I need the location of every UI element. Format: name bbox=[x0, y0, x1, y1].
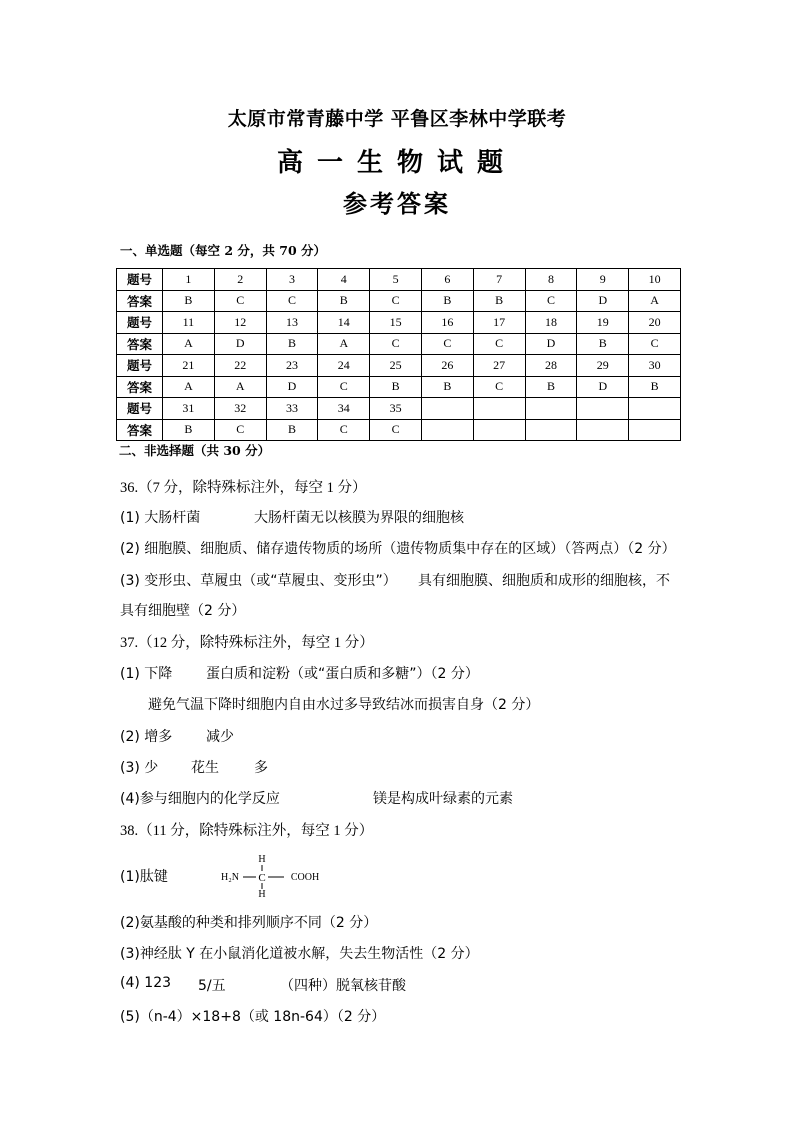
answer-cell: C bbox=[370, 419, 422, 441]
answer-cell: D bbox=[266, 376, 318, 398]
answer-key-title: 参考答案 bbox=[343, 189, 451, 218]
q37-a3-b: 花生 bbox=[191, 760, 219, 776]
answer-cell: C bbox=[266, 290, 318, 312]
answer-cell: C bbox=[473, 333, 525, 355]
molecule-amino-group: H₂N bbox=[221, 872, 239, 883]
question-number-cell: 24 bbox=[318, 355, 370, 377]
q36-answer-2: (2) 细胞膜、细胞质、储存遗传物质的场所（遗传物质集中存在的区域）（答两点）（2 分） bbox=[120, 541, 676, 557]
question-number-cell: 21 bbox=[163, 355, 215, 377]
row-header: 题号 bbox=[117, 355, 163, 377]
answer-cell: A bbox=[629, 290, 681, 312]
row-header: 答案 bbox=[117, 333, 163, 355]
q37-a4-label: (4)参与细胞内的化学反应 bbox=[120, 791, 280, 807]
q37-a3-c: 多 bbox=[254, 760, 268, 776]
table-row bbox=[117, 333, 681, 355]
amino-acid-structure bbox=[218, 853, 338, 899]
table-row bbox=[117, 376, 681, 398]
question-number-cell: 34 bbox=[318, 398, 370, 420]
q36-heading: 36.（7 分，除特殊标注外，每空 1 分） bbox=[120, 480, 367, 496]
q38-answer-3: (3)神经肽 Y 在小鼠消化道被水解，失去生物活性（2 分） bbox=[120, 946, 479, 962]
answer-cell: B bbox=[318, 290, 370, 312]
question-number-cell: 22 bbox=[214, 355, 266, 377]
question-number-cell bbox=[525, 398, 577, 420]
molecule-carboxyl-group: COOH bbox=[290, 872, 320, 883]
table-row bbox=[117, 355, 681, 377]
answer-cell: B bbox=[370, 376, 422, 398]
answer-cell: B bbox=[163, 419, 215, 441]
question-number-cell: 6 bbox=[421, 269, 473, 291]
question-number-cell: 1 bbox=[163, 269, 215, 291]
answer-cell: D bbox=[577, 290, 629, 312]
question-number-cell: 3 bbox=[266, 269, 318, 291]
q36-a1-text: 大肠杆菌无以核膜为界限的细胞核 bbox=[254, 510, 464, 526]
q36-a3-part1: (3) 变形虫、草履虫（或“草履虫、变形虫”） bbox=[120, 573, 397, 589]
q36-answer-3-cont: 具有细胞壁（2 分） bbox=[120, 603, 246, 619]
answer-cell: A bbox=[214, 376, 266, 398]
row-header: 答案 bbox=[117, 376, 163, 398]
q37-a2-label: (2) 增多 bbox=[120, 729, 173, 745]
question-number-cell: 30 bbox=[629, 355, 681, 377]
answer-cell: B bbox=[266, 419, 318, 441]
question-number-cell: 28 bbox=[525, 355, 577, 377]
q36-a3-part2: 具有细胞膜、细胞质和成形的细胞核，不 bbox=[418, 573, 670, 589]
answer-cell: C bbox=[473, 376, 525, 398]
table-row bbox=[117, 290, 681, 312]
q37-a2-text: 减少 bbox=[206, 729, 234, 745]
answer-cell: D bbox=[525, 333, 577, 355]
question-number-cell: 13 bbox=[266, 312, 318, 334]
question-number-cell bbox=[629, 398, 681, 420]
row-header: 答案 bbox=[117, 290, 163, 312]
q38-a4-c: （四种）脱氧核苷酸 bbox=[280, 978, 406, 994]
molecule-h-bottom: H bbox=[258, 889, 266, 899]
table-row bbox=[117, 419, 681, 441]
question-number-cell: 29 bbox=[577, 355, 629, 377]
answer-cell: A bbox=[163, 333, 215, 355]
question-number-cell: 17 bbox=[473, 312, 525, 334]
answer-cell bbox=[473, 419, 525, 441]
answer-cell bbox=[525, 419, 577, 441]
answer-cell: C bbox=[318, 376, 370, 398]
q38-answer-1: (1)肽键 bbox=[120, 869, 168, 885]
question-number-cell: 4 bbox=[318, 269, 370, 291]
question-number-cell: 18 bbox=[525, 312, 577, 334]
table-row bbox=[117, 269, 681, 291]
q37-a4-text: 镁是构成叶绿素的元素 bbox=[373, 791, 513, 807]
question-number-cell: 8 bbox=[525, 269, 577, 291]
molecule-alpha-carbon: C bbox=[258, 872, 266, 884]
answer-cell bbox=[421, 419, 473, 441]
question-number-cell: 2 bbox=[214, 269, 266, 291]
question-number-cell: 20 bbox=[629, 312, 681, 334]
answer-cell: B bbox=[421, 290, 473, 312]
question-number-cell: 16 bbox=[421, 312, 473, 334]
question-number-cell bbox=[577, 398, 629, 420]
q38-a4-a: (4) 123 bbox=[120, 975, 172, 991]
answer-table bbox=[116, 268, 681, 441]
question-number-cell: 25 bbox=[370, 355, 422, 377]
q38-answer-2: (2)氨基酸的种类和排列顺序不同（2 分） bbox=[120, 915, 378, 931]
answer-cell: B bbox=[421, 376, 473, 398]
table-row bbox=[117, 398, 681, 420]
answer-cell: B bbox=[629, 376, 681, 398]
question-number-cell: 32 bbox=[214, 398, 266, 420]
answer-cell: A bbox=[163, 376, 215, 398]
section2-title: 二、非选择题（共 30 分） bbox=[119, 443, 271, 458]
answer-cell: C bbox=[629, 333, 681, 355]
question-number-cell: 5 bbox=[370, 269, 422, 291]
q37-a1-text: 蛋白质和淀粉（或“蛋白质和多糖”）（2 分） bbox=[206, 666, 479, 682]
row-header: 答案 bbox=[117, 419, 163, 441]
q37-answer-1-cont: 避免气温下降时细胞内自由水过多导致结冰而损害自身（2 分） bbox=[148, 697, 540, 713]
answer-cell: D bbox=[577, 376, 629, 398]
question-number-cell: 11 bbox=[163, 312, 215, 334]
answer-cell: B bbox=[163, 290, 215, 312]
table-row bbox=[117, 312, 681, 334]
q38-heading: 38.（11 分，除特殊标注外，每空 1 分） bbox=[120, 823, 374, 839]
answer-cell: C bbox=[370, 333, 422, 355]
answer-cell bbox=[629, 419, 681, 441]
q38-a4-b: 5/五 bbox=[198, 978, 226, 994]
answer-cell: C bbox=[421, 333, 473, 355]
answer-cell: B bbox=[473, 290, 525, 312]
q37-a1-label: (1) 下降 bbox=[120, 666, 173, 682]
answer-cell: C bbox=[214, 419, 266, 441]
answer-cell: C bbox=[525, 290, 577, 312]
answer-cell: D bbox=[214, 333, 266, 355]
question-number-cell bbox=[473, 398, 525, 420]
question-number-cell: 9 bbox=[577, 269, 629, 291]
answer-cell: C bbox=[214, 290, 266, 312]
q37-a3-label: (3) 少 bbox=[120, 760, 159, 776]
row-header: 题号 bbox=[117, 398, 163, 420]
question-number-cell: 33 bbox=[266, 398, 318, 420]
question-number-cell: 35 bbox=[370, 398, 422, 420]
question-number-cell bbox=[421, 398, 473, 420]
answer-cell: C bbox=[370, 290, 422, 312]
row-header: 题号 bbox=[117, 312, 163, 334]
answer-cell: C bbox=[318, 419, 370, 441]
question-number-cell: 15 bbox=[370, 312, 422, 334]
answer-cell: B bbox=[577, 333, 629, 355]
q38-answer-5: (5)（n-4）×18+8（或 18n-64）（2 分） bbox=[120, 1009, 386, 1025]
question-number-cell: 10 bbox=[629, 269, 681, 291]
answer-cell: B bbox=[525, 376, 577, 398]
question-number-cell: 14 bbox=[318, 312, 370, 334]
row-header: 题号 bbox=[117, 269, 163, 291]
question-number-cell: 12 bbox=[214, 312, 266, 334]
question-number-cell: 19 bbox=[577, 312, 629, 334]
q37-heading: 37.（12 分，除特殊标注外，每空 1 分） bbox=[120, 635, 374, 651]
question-number-cell: 26 bbox=[421, 355, 473, 377]
school-title: 太原市常青藤中学 平鲁区李林中学联考 bbox=[227, 108, 567, 130]
q36-a1-label: (1) 大肠杆菌 bbox=[120, 510, 201, 526]
question-number-cell: 23 bbox=[266, 355, 318, 377]
question-number-cell: 7 bbox=[473, 269, 525, 291]
answer-cell: B bbox=[266, 333, 318, 355]
question-number-cell: 27 bbox=[473, 355, 525, 377]
exam-subject-title: 高一生物试题 bbox=[276, 148, 517, 178]
answer-cell: A bbox=[318, 333, 370, 355]
answer-cell bbox=[577, 419, 629, 441]
section1-title: 一、单选题（每空 2 分，共 70 分） bbox=[120, 243, 327, 258]
molecule-h-top: H bbox=[258, 854, 266, 865]
question-number-cell: 31 bbox=[163, 398, 215, 420]
